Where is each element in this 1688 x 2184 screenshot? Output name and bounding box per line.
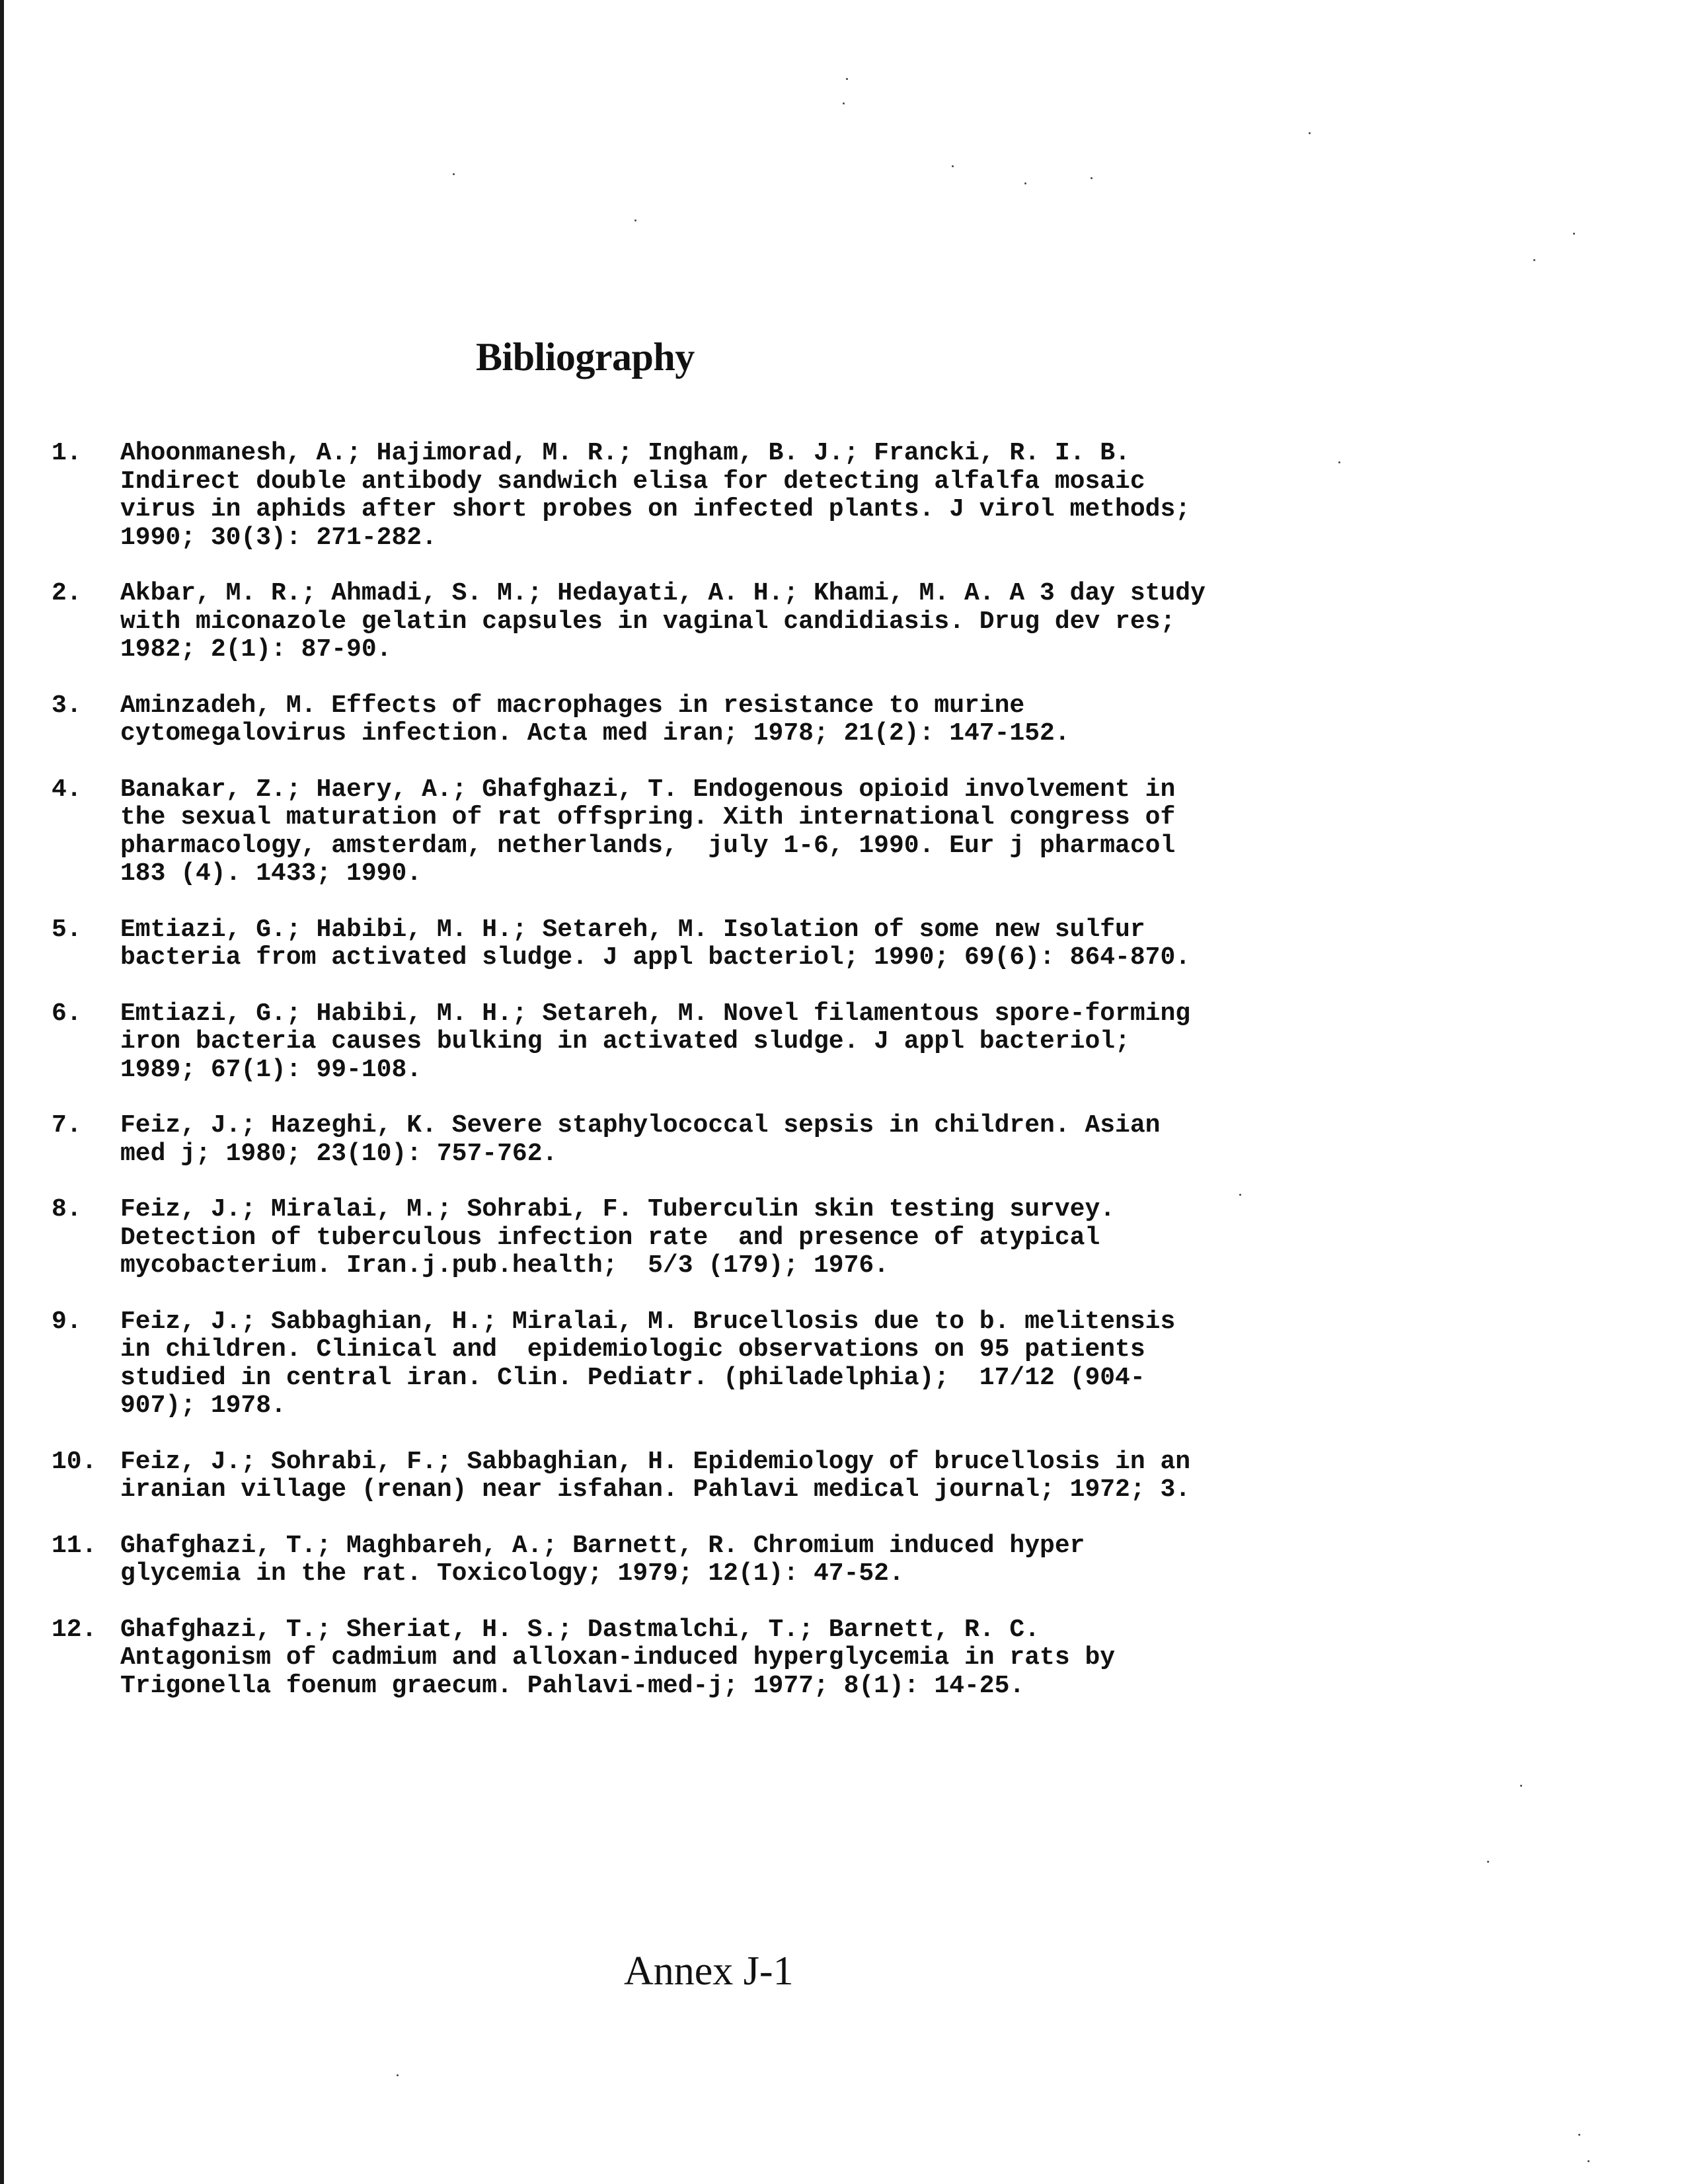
speck [1588,2160,1590,2162]
bibliography-entry [52,1112,1373,1168]
annex-label: Annex J-1 [624,1949,794,1994]
speck [843,102,845,104]
scan-left-edge [0,0,4,2184]
speck [453,173,455,175]
bibliography-entry [52,776,1373,888]
speck [634,219,636,221]
entry-number: 3. [52,691,82,720]
speck [1533,259,1535,261]
entry-number: 1. [52,439,82,467]
entry-citation: Akbar, M. R.; Ahmadi, S. M.; Hedayati, A. H.; Khami, M. A. A 3 day study with miconazole gelatin capsules in vaginal candidiasis. Drug dev res; 1982; 2(1): 87-90. [120,579,1206,664]
speck [1024,182,1026,184]
speck [1091,177,1093,179]
bibliography-entry [52,1308,1373,1421]
bibliography-entry [52,1196,1373,1280]
page-title: Bibliography [476,335,695,379]
speck [1309,132,1311,134]
bibliography-entry [52,1532,1373,1588]
entry-number: 9. [52,1307,82,1336]
speck [1578,2134,1580,2136]
entry-citation: Feiz, J.; Hazeghi, K. Severe staphylococcal sepsis in children. Asian med j; 1980; 23(10): 757-762. [120,1111,1161,1168]
bibliography-entry [52,440,1373,552]
entry-citation: Ghafghazi, T.; Maghbareh, A.; Barnett, R. Chromium induced hyper glycemia in the rat. Toxicology; 1979; 12(1): 47-52. [120,1531,1085,1588]
speck [1520,1785,1522,1787]
entry-citation: Emtiazi, G.; Habibi, M. H.; Setareh, M. Novel filamentous spore-forming iron bacteria causes bulking in activated sludge. J appl bacteriol; 1989; 67(1): 99-108. [120,999,1191,1084]
entry-number: 12. [52,1615,97,1644]
speck [1487,1861,1489,1863]
bibliography-entry [52,580,1373,664]
entry-number: 8. [52,1195,82,1224]
entry-citation: Ghafghazi, T.; Sheriat, H. S.; Dastmalchi, T.; Barnett, R. C. Antagonism of cadmium and alloxan-induced hyperglycemia in rats by Trigonella foenum graecum. Pahlavi-med-j; 1977; 8(1): 14-25. [120,1615,1116,1700]
speck [397,2074,399,2076]
entry-citation: Feiz, J.; Sabbaghian, H.; Miralai, M. Brucellosis due to b. melitensis in children. Clinical and epidemiologic observations on 95 patients studied in central iran. Clin. Pediatr. (philadelphia); 17/12 (904- 907); 1978. [120,1307,1176,1420]
entry-citation: Feiz, J.; Miralai, M.; Sohrabi, F. Tuberculin skin testing survey. Detection of tuberculous infection rate and presence of atypical mycobacterium. Iran.j.pub.health; 5/3 (179); 1976. [120,1195,1116,1280]
speck [846,78,848,80]
entry-citation: Emtiazi, G.; Habibi, M. H.; Setareh, M. Isolation of some new sulfur bacteria from activated sludge. J appl bacteriol; 1990; 69(6): 864-870. [120,915,1191,972]
entry-citation: Aminzadeh, M. Effects of macrophages in resistance to murine cytomegalovirus infection. Acta med iran; 1978; 21(2): 147-152. [120,691,1070,748]
entry-number: 6. [52,999,82,1028]
bibliography-entry [52,916,1373,972]
speck [952,165,954,167]
entry-number: 2. [52,579,82,607]
bibliography-entry [52,1000,1373,1085]
entry-number: 11. [52,1531,97,1560]
entry-citation: Feiz, J.; Sohrabi, F.; Sabbaghian, H. Epidemiology of brucellosis in an iranian village (renan) near isfahan. Pahlavi medical journal; 1972; 3. [120,1447,1191,1504]
bibliography-entry [52,692,1373,748]
entry-number: 4. [52,775,82,804]
bibliography-entry [52,1448,1373,1504]
entry-number: 10. [52,1447,97,1476]
bibliography-list [52,440,1373,1728]
entry-citation: Ahoonmanesh, A.; Hajimorad, M. R.; Ingham, B. J.; Francki, R. I. B. Indirect double antibody sandwich elisa for detecting alfalfa mosaic virus in aphids after short probes on infected plants. J virol methods; 1990; 30(3): 271-282. [120,439,1191,552]
bibliography-entry [52,1616,1373,1701]
entry-number: 5. [52,915,82,944]
speck [1573,233,1575,235]
entry-citation: Banakar, Z.; Haery, A.; Ghafghazi, T. Endogenous opioid involvement in the sexual maturation of rat offspring. Xith international congress of pharmacology, amsterdam, netherlands, july 1-6, 1990. Eur j pharmacol 183 (4). 1433; 1990. [120,775,1176,888]
entry-number: 7. [52,1111,82,1140]
